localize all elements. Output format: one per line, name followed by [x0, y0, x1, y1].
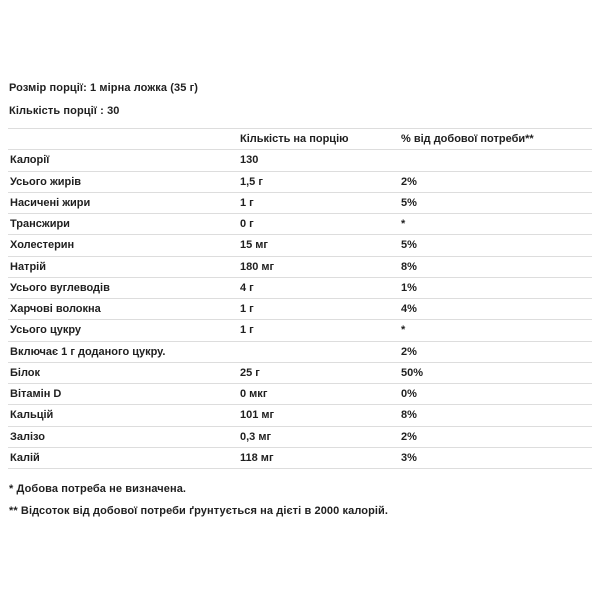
- table-row: [8, 256, 592, 277]
- row-daily-value: 8%: [401, 409, 417, 422]
- row-amount: 0 мкг: [240, 388, 268, 401]
- nutrition-table: [8, 128, 592, 469]
- row-label: Калій: [10, 451, 40, 464]
- row-daily-value: 4%: [401, 303, 417, 316]
- row-amount: 1 г: [240, 196, 254, 209]
- row-amount: 1 г: [240, 303, 254, 316]
- row-amount: 101 мг: [240, 409, 275, 422]
- table-row: [8, 149, 592, 170]
- row-daily-value: 5%: [401, 196, 417, 209]
- row-label: Трансжири: [10, 218, 70, 231]
- row-label: Калорії: [10, 154, 50, 167]
- header-amount-per-serving: Кількість на порцію: [240, 133, 349, 146]
- row-daily-value: *: [401, 218, 406, 231]
- table-row: [8, 213, 592, 234]
- table-row: [8, 192, 592, 213]
- row-amount: 4 г: [240, 281, 254, 294]
- table-row: [8, 341, 592, 362]
- table-row: [8, 362, 592, 383]
- row-label: Насичені жири: [10, 196, 91, 209]
- row-label: Усього вуглеводів: [10, 281, 110, 294]
- row-daily-value: 2%: [401, 175, 417, 188]
- row-daily-value: 50%: [401, 366, 424, 379]
- row-daily-value: 3%: [401, 451, 417, 464]
- row-daily-value: 2%: [401, 345, 417, 358]
- serving-size-line: Розмір порції: 1 мірна ложка (35 г): [9, 82, 199, 94]
- footnote-daily-value-undefined: * Добова потреба не визначена.: [9, 483, 187, 495]
- row-label: Натрій: [10, 260, 46, 273]
- row-daily-value: 5%: [401, 239, 417, 252]
- table-row: [8, 383, 592, 404]
- table-header-row: [8, 128, 592, 149]
- row-amount: 1 г: [240, 324, 254, 337]
- row-daily-value: 8%: [401, 260, 417, 273]
- row-label: Холестерин: [10, 239, 75, 252]
- row-amount: 1,5 г: [240, 175, 263, 188]
- table-row: [8, 447, 592, 468]
- table-row: [8, 404, 592, 425]
- row-daily-value: *: [401, 324, 406, 337]
- row-label: Включає 1 г доданого цукру.: [10, 345, 166, 358]
- table-body: [8, 149, 592, 468]
- servings-count-line: Кількість порції : 30: [9, 105, 120, 117]
- table-row: [8, 426, 592, 447]
- header-daily-value: % від добової потреби**: [401, 133, 534, 146]
- footnote-percent-basis: ** Відсоток від добової потреби ґрунтується на дієті в 2000 калорій.: [9, 505, 389, 517]
- row-amount: 130: [240, 154, 259, 167]
- row-label: Харчові волокна: [10, 303, 101, 316]
- table-row: [8, 234, 592, 255]
- table-row: [8, 277, 592, 298]
- table-row: [8, 319, 592, 340]
- row-amount: 180 мг: [240, 260, 275, 273]
- row-label: Кальцій: [10, 409, 54, 422]
- row-label: Вітамін D: [10, 388, 62, 401]
- row-amount: 0 г: [240, 218, 254, 231]
- table-row: [8, 171, 592, 192]
- row-daily-value: 2%: [401, 430, 417, 443]
- row-amount: 0,3 мг: [240, 430, 272, 443]
- row-daily-value: 0%: [401, 388, 417, 401]
- row-label: Залізо: [10, 430, 45, 443]
- row-label: Білок: [10, 366, 41, 379]
- row-amount: 118 мг: [240, 451, 274, 464]
- table-row: [8, 298, 592, 319]
- row-daily-value: 1%: [401, 281, 417, 294]
- row-label: Усього цукру: [10, 324, 82, 337]
- row-amount: 15 мг: [240, 239, 269, 252]
- row-amount: 25 г: [240, 366, 260, 379]
- row-label: Усього жирів: [10, 175, 82, 188]
